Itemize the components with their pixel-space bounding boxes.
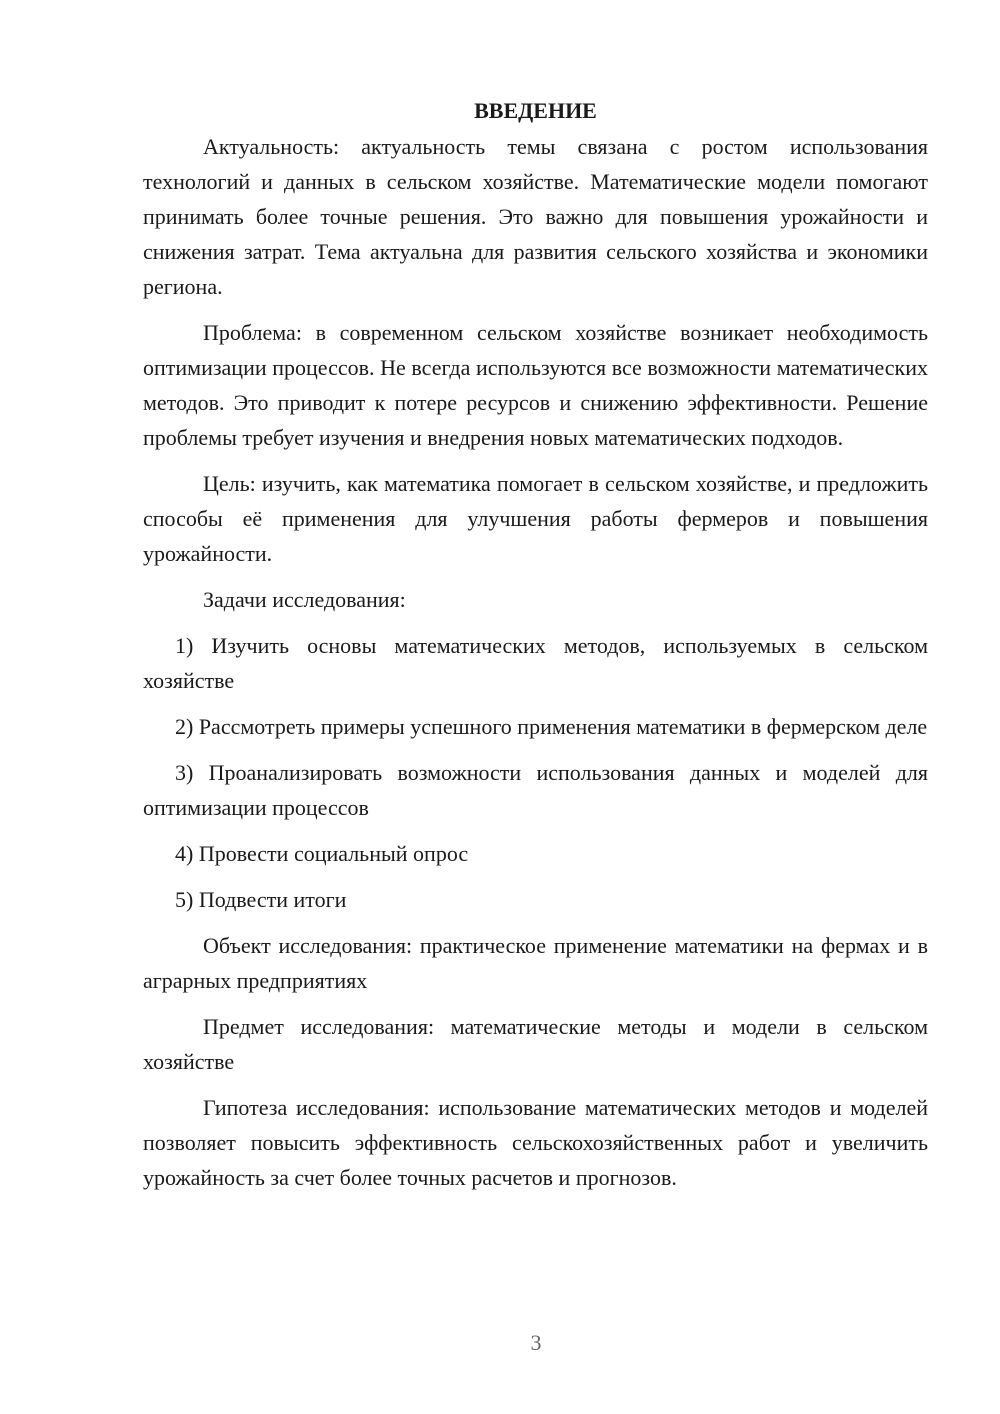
page-title: ВВЕДЕНИЕ [474, 98, 597, 123]
list-item-task-2: 2) Рассмотреть примеры успешного применения математики в фермерском деле [175, 714, 928, 739]
paragraph-subject: Предмет исследования: математические методы и модели в сельском хозяйстве [143, 1014, 928, 1074]
list-item-task-3: 3) Проанализировать возможности использования данных и моделей для оптимизации процессов [143, 760, 928, 820]
paragraph-problem: Проблема: в современном сельском хозяйстве возникает необходимость оптимизации процессов. Не всегда используются все возможности математических методов. Это приводит к потере ресурсов и снижению эффективности. Решение проблемы требует изучения и внедрения новых математических подходов. [143, 320, 928, 450]
paragraph-hypothesis: Гипотеза исследования: использование математических методов и моделей позволяет повысить эффективность сельскохозяйственных работ и увеличить урожайность за счет более точных расчетов и прогнозов. [143, 1095, 928, 1190]
list-item-task-1: 1) Изучить основы математических методов, используемых в сельском хозяйстве [143, 633, 928, 693]
paragraph-goal: Цель: изучить, как математика помогает в сельском хозяйстве, и предложить способы её применения для улучшения работы фермеров и повышения урожайности. [143, 471, 928, 566]
page-number: 3 [530, 1330, 542, 1355]
list-item-task-4: 4) Провести социальный опрос [175, 841, 469, 866]
page-content [143, 93, 928, 1206]
paragraph-object: Объект исследования: практическое применение математики на фермах и в аграрных предприятиях [143, 933, 928, 993]
tasks-heading: Задачи исследования: [203, 587, 406, 612]
paragraph-relevance: Актуальность: актуальность темы связана с ростом использования технологий и данных в сельском хозяйстве. Математические модели помогают принимать более точные решения. Это важно для повышения урожайности и снижения затрат. Тема актуальна для развития сельского хозяйства и экономики региона. [143, 134, 928, 299]
list-item-task-5: 5) Подвести итоги [175, 887, 347, 912]
